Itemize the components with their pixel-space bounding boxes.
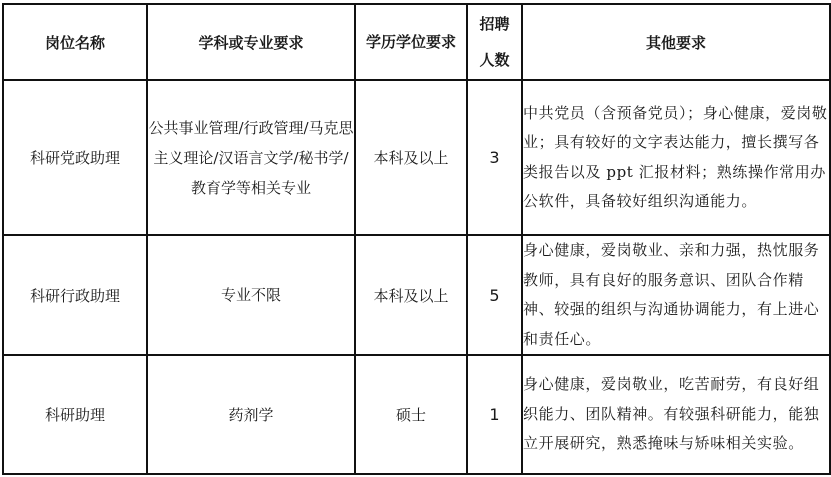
header-position: 岗位名称 <box>3 4 147 80</box>
recruitment-table <box>2 3 831 475</box>
cell-position: 科研助理 <box>3 355 147 474</box>
cell-other: 身心健康，爱岗敬业，吃苦耐劳，有良好组织能力、团队精神。有较强科研能力，能独立开展研究，熟悉掩味与矫味相关实验。 <box>522 355 830 474</box>
header-other: 其他要求 <box>522 4 830 80</box>
cell-education: 本科及以上 <box>355 235 467 355</box>
table-row <box>3 355 830 474</box>
table-row <box>3 80 830 235</box>
cell-education: 本科及以上 <box>355 80 467 235</box>
cell-count: 3 <box>467 80 522 235</box>
cell-education: 硕士 <box>355 355 467 474</box>
cell-count: 5 <box>467 235 522 355</box>
cell-major: 专业不限 <box>147 235 355 355</box>
cell-other: 中共党员（含预备党员）；身心健康，爱岗敬业；具有较好的文字表达能力，擅长撰写各类报告以及 ppt 汇报材料；熟练操作常用办公软件，具备较好组织沟通能力。 <box>522 80 830 235</box>
cell-position: 科研行政助理 <box>3 235 147 355</box>
header-row <box>3 4 830 80</box>
header-major: 学科或专业要求 <box>147 4 355 80</box>
cell-major: 公共事业管理/行政管理/马克思主义理论/汉语言文学/秘书学/教育学等相关专业 <box>147 80 355 235</box>
cell-count: 1 <box>467 355 522 474</box>
header-education: 学历学位要求 <box>355 4 467 80</box>
cell-major: 药剂学 <box>147 355 355 474</box>
header-count: 招聘人数 <box>467 4 522 80</box>
table-row <box>3 235 830 355</box>
cell-other: 身心健康，爱岗敬业、亲和力强，热忱服务教师，具有良好的服务意识、团队合作精神、较强的组织与沟通协调能力，有上进心和责任心。 <box>522 235 830 355</box>
cell-position: 科研党政助理 <box>3 80 147 235</box>
